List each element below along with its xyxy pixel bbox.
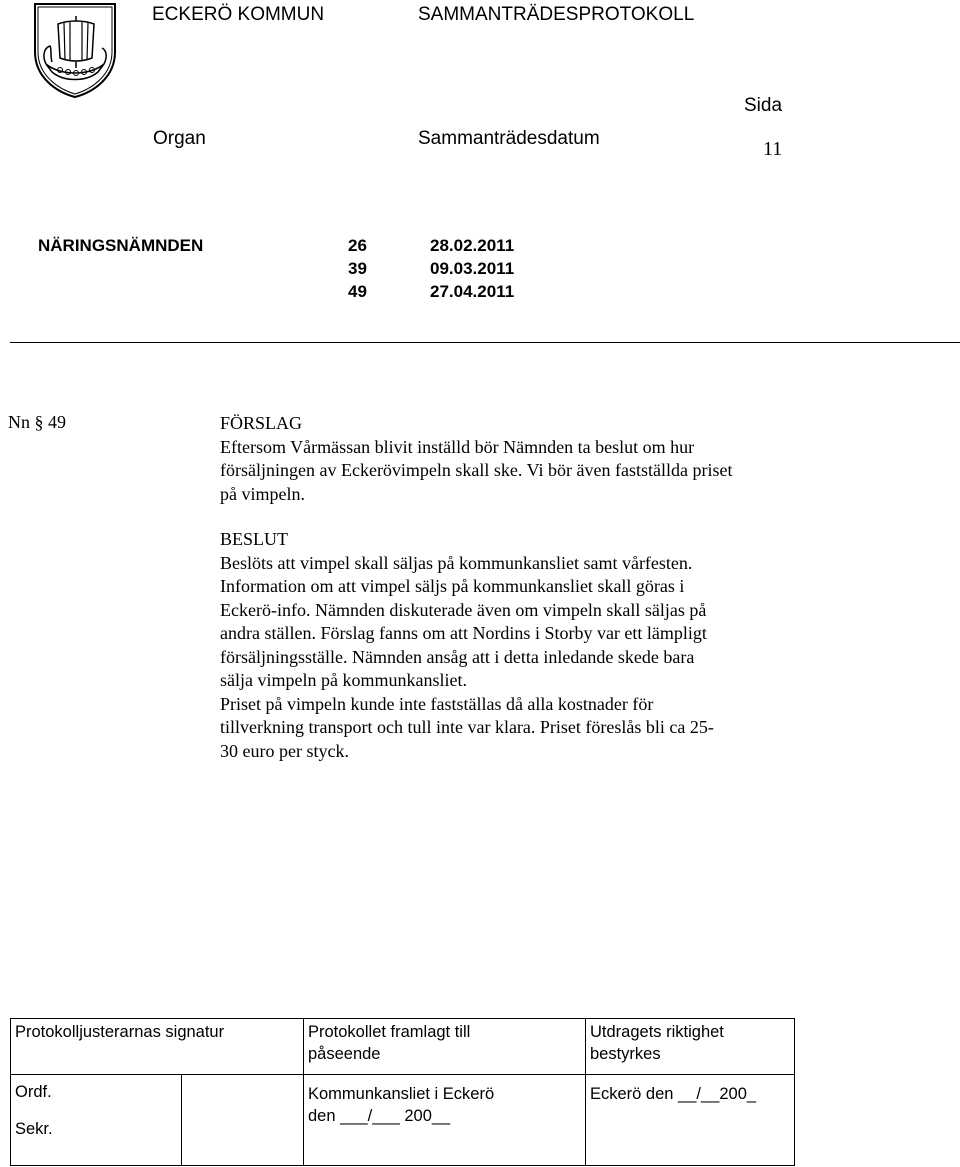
posting-header-line: Protokollet framlagt till: [308, 1023, 471, 1041]
proposal-line: försäljningen av Eckerövimpeln skall ske. Vi bör även fastställda priset: [220, 460, 733, 480]
decision-line: sälja vimpeln på kommunkansliet.: [220, 670, 467, 690]
posting-value-cell: [304, 1075, 586, 1166]
decision-heading: BESLUT: [220, 529, 289, 549]
session-date: 27.04.2011: [430, 282, 515, 301]
organ-name: NÄRINGSNÄMNDEN: [38, 236, 204, 255]
decision-line: tillverkning transport och tull inte var klara. Priset föreslås bli ca 25-: [220, 717, 714, 737]
decision-line: försäljningsställe. Nämnden ansåg att i detta inledande skede bara: [220, 646, 695, 667]
session-date: 09.03.2011: [430, 259, 515, 278]
certification-header-line: bestyrkes: [590, 1045, 661, 1063]
posting-date: den ___/___ 200__: [308, 1107, 451, 1125]
certification-header-cell: [586, 1019, 795, 1075]
certification-place-date: Eckerö den __/__200_: [590, 1085, 757, 1103]
decision-line: Beslöts att vimpel skall säljas på kommunkansliet samt vårfesten.: [220, 552, 693, 573]
decision-line: 30 euro per styck.: [220, 740, 349, 761]
header-divider: [10, 342, 960, 343]
page-number: 11: [763, 138, 783, 160]
meeting-date-label: Sammanträdesdatum: [418, 128, 600, 149]
posting-header-line: påseende: [308, 1045, 381, 1063]
proposal-line: på vimpeln.: [220, 483, 305, 504]
certification-value-cell: [586, 1075, 795, 1166]
signature-field: [182, 1075, 303, 1165]
paragraph-reference: Nn § 49: [8, 412, 66, 432]
certification-header-line: Utdragets riktighet: [590, 1023, 724, 1041]
decision-line: Priset på vimpeln kunde inte fastställas då alla kostnader för: [220, 693, 654, 714]
page-label: Sida: [744, 95, 783, 116]
organ-label: Organ: [153, 128, 206, 149]
session-number: 49: [348, 282, 367, 301]
posting-header-cell: [304, 1019, 586, 1075]
chairman-label: Ordf.: [15, 1083, 52, 1101]
posting-place: Kommunkansliet i Eckerö: [308, 1085, 495, 1103]
proposal-line: Eftersom Vårmässan blivit inställd bör Nämnden ta beslut om hur: [220, 436, 695, 457]
signature-header: Protokolljusterarnas signatur: [15, 1023, 225, 1041]
session-number: 39: [348, 259, 367, 278]
session-date: 28.02.2011: [430, 236, 515, 255]
coat-of-arms-logo: [32, 2, 118, 98]
municipality-title: ECKERÖ KOMMUN: [152, 4, 325, 25]
secretary-label: Sekr.: [15, 1120, 53, 1138]
signature-header-cell: [11, 1019, 304, 1075]
paragraph-body: [220, 412, 810, 763]
session-number: 26: [348, 236, 367, 255]
document-type-title: SAMMANTRÄDESPROTOKOLL: [418, 4, 695, 25]
decision-line: andra ställen. Förslag fanns om att Nordins i Storby var ett lämpligt: [220, 623, 707, 643]
signature-table: [10, 1018, 795, 1166]
proposal-heading: FÖRSLAG: [220, 413, 303, 433]
decision-line: Eckerö-info. Nämnden diskuterade även om vimpeln skall säljas på: [220, 599, 707, 620]
signature-fields-cell: [11, 1075, 304, 1166]
decision-line: Information om att vimpel säljs på kommunkansliet skall göras i: [220, 576, 685, 596]
